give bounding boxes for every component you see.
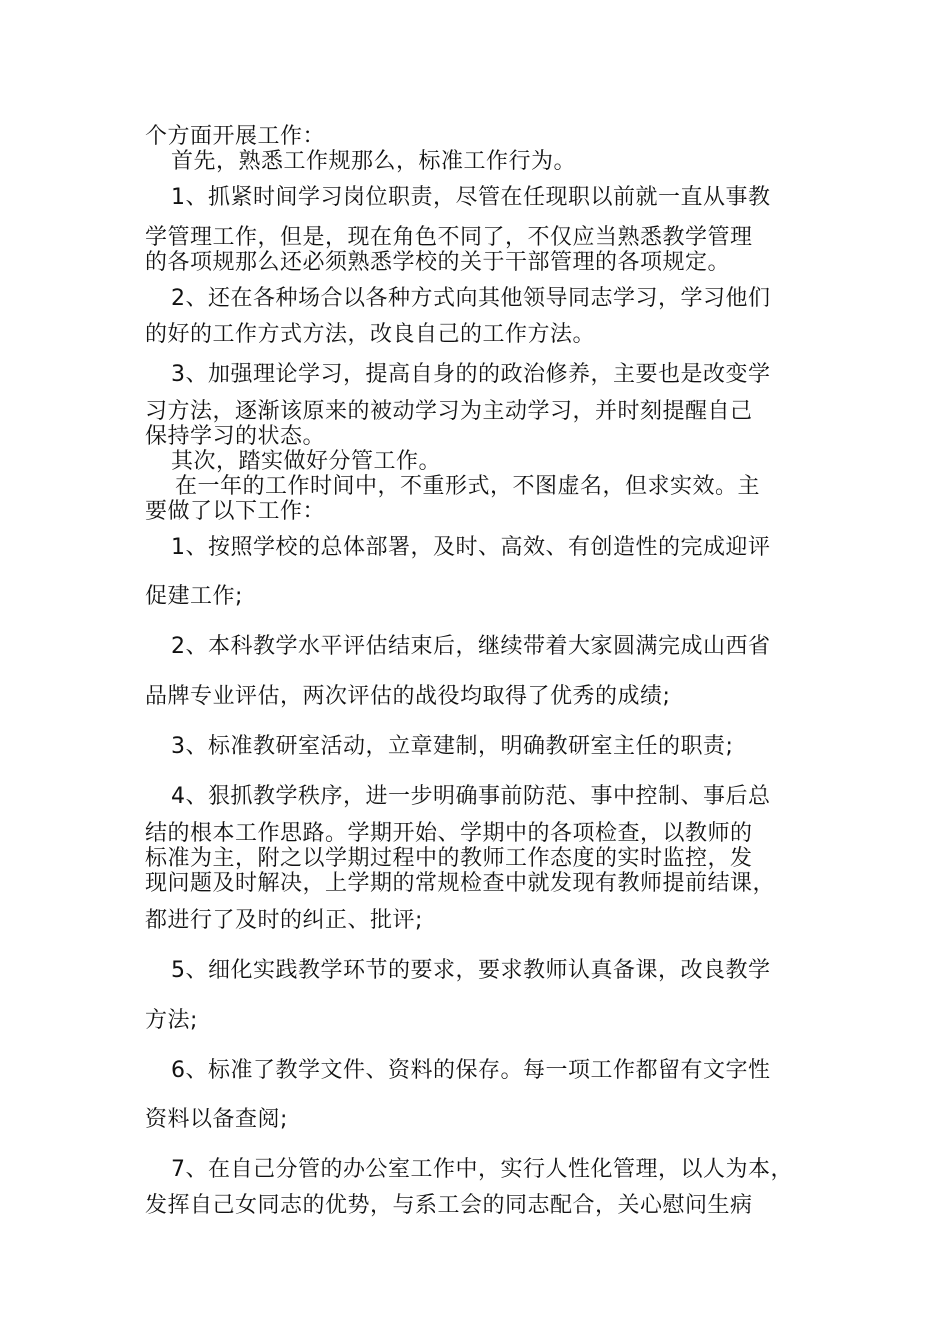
text-line: 结的根本工作思路。学期开始、学期中的各项检查，以教师的 [145, 821, 753, 846]
text-line: 在一年的工作时间中，不重形式，不图虚名，但求实效。主 [175, 474, 761, 499]
text-line: 1、按照学校的总体部署，及时、高效、有创造性的完成迎评 [171, 535, 771, 560]
text-line: 习方法，逐渐该原来的被动学习为主动学习，并时刻提醒自己 [145, 399, 753, 424]
text-line: 促建工作; [145, 584, 243, 609]
text-line: 资料以备查阅; [145, 1107, 288, 1132]
text-line: 5、细化实践教学环节的要求，要求教师认真备课，改良教学 [171, 958, 771, 983]
text-line: 首先，熟悉工作规那么，标准工作行为。 [171, 149, 577, 174]
text-line: 要做了以下工作： [145, 499, 326, 524]
text-line: 的好的工作方式方法，改良自己的工作方法。 [145, 322, 596, 347]
text-line: 3、加强理论学习，提高自身的的政治修养，主要也是改变学 [171, 362, 771, 387]
text-line: 发挥自己女同志的优势，与系工会的同志配合，关心慰问生病 [145, 1193, 753, 1218]
text-line: 其次，踏实做好分管工作。 [171, 449, 442, 474]
text-line: 都进行了及时的纠正、批评; [145, 908, 423, 933]
text-line: 标准为主，附之以学期过程中的教师工作态度的实时监控，发 [145, 846, 753, 871]
text-line: 7、在自己分管的办公室工作中，实行人性化管理，以人为本， [171, 1157, 793, 1182]
text-line: 现问题及时解决，上学期的常规检查中就发现有教师提前结课， [145, 871, 776, 896]
text-line: 的各项规那么还必须熟悉学校的关于干部管理的各项规定。 [145, 250, 731, 275]
text-line: 3、标准教研室活动，立章建制，明确教研室主任的职责; [171, 734, 734, 759]
text-line: 方法; [145, 1008, 198, 1033]
text-line: 2、还在各种场合以各种方式向其他领导同志学习，学习他们 [171, 286, 771, 311]
text-line: 学管理工作，但是，现在角色不同了，不仅应当熟悉教学管理 [145, 225, 753, 250]
text-line: 1、抓紧时间学习岗位职责，尽管在任现职以前就一直从事教 [171, 185, 771, 210]
text-line: 2、本科教学水平评估结束后，继续带着大家圆满完成山西省 [171, 634, 771, 659]
text-line: 保持学习的状态。 [145, 424, 326, 449]
text-line: 品牌专业评估，两次评估的战役均取得了优秀的成绩; [145, 684, 671, 709]
text-line: 4、狠抓教学秩序，进一步明确事前防范、事中控制、事后总 [171, 784, 771, 809]
text-line: 6、标准了教学文件、资料的保存。每一项工作都留有文字性 [171, 1058, 771, 1083]
text-line: 个方面开展工作： [145, 124, 326, 149]
